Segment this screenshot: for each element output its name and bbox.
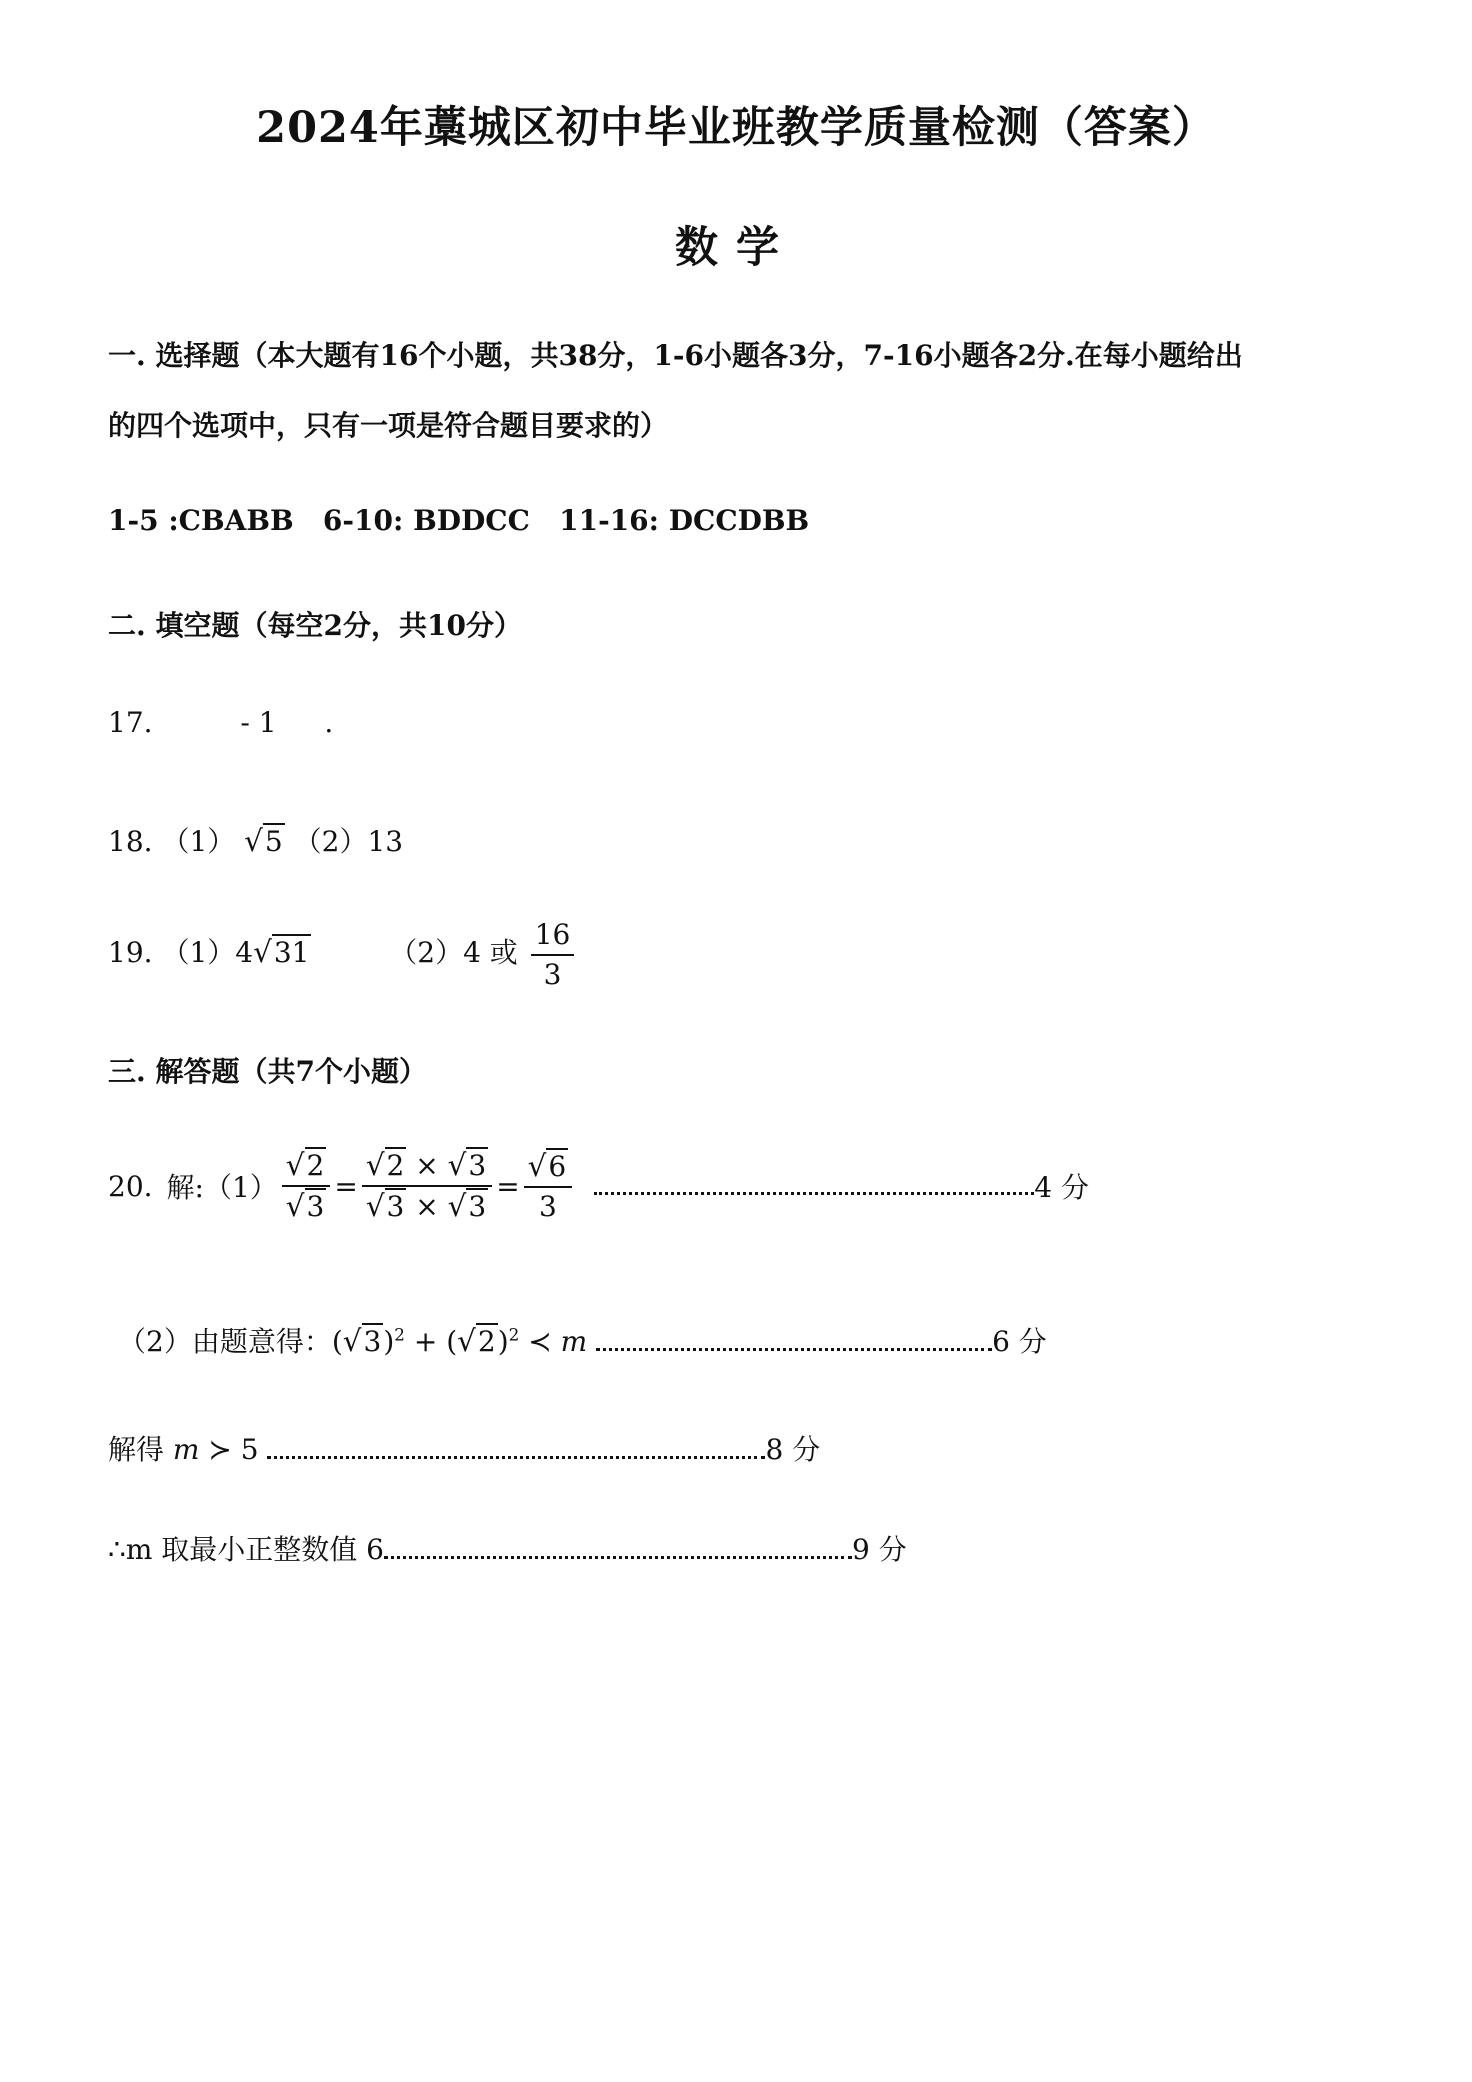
q19-part1-label: （1）4 <box>161 936 254 970</box>
q18-sqrt: √5 <box>244 824 283 858</box>
q18 <box>108 820 403 860</box>
q20-score-1: 4 分 <box>1034 1171 1089 1205</box>
page-title: 2024年藁城区初中毕业班教学质量检测（答案） <box>256 103 1216 153</box>
q17 <box>108 706 333 739</box>
q20-solution-label: 解:（1） <box>166 1171 278 1205</box>
q19 <box>108 918 578 991</box>
leader-dots <box>596 1333 992 1351</box>
choice-answers: 1-5 :CBABB 6-10: BDDCC 11-16: DCCDBB <box>108 504 810 537</box>
q20-score-2: 6 分 <box>992 1325 1047 1358</box>
q18-number: 18. <box>108 825 153 858</box>
q17-answer: - 1 <box>240 706 277 739</box>
q20-line4-text: ∴m 取最小正整数值 6 <box>108 1533 384 1566</box>
q20-score-4: 9 分 <box>851 1533 907 1566</box>
q20-fraction-3: $\frac{√6}{3}$ <box>524 1149 573 1224</box>
subject-title: 数学 <box>675 223 797 273</box>
section2-heading: 二. 填空题（每空2分，共10分） <box>108 609 522 642</box>
q20-part1: 20. 解:（1） $\frac{√2}{√3}$ = $\frac{√2 \times √3}{√3 \times √3}$ = $\frac{√6}{3}$ 4 分 <box>108 1148 1089 1224</box>
q20-fraction-1: $\frac{√2}{√3}$ <box>282 1148 331 1225</box>
q20-part2: （2）由题意得：$(√3)^2 + (√2)^2$ ≺ m 6 分 <box>118 1324 1047 1358</box>
leader-dots <box>267 1441 765 1459</box>
q17-number: 17. <box>108 706 153 739</box>
q20-line3: 解得 m ≻ 5 8 分 <box>108 1433 821 1466</box>
q18-part2: （2）13 <box>293 825 404 858</box>
q20-score-3: 8 分 <box>765 1433 821 1466</box>
q18-part1-label: （1） <box>161 825 236 858</box>
q20-part2-label: （2）由题意得： <box>118 1325 332 1358</box>
q19-sqrt: √31 <box>253 935 310 970</box>
q17-tail: . <box>324 706 334 739</box>
q20-number: 20. <box>108 1169 153 1203</box>
q19-part2: （2）4 或 <box>389 936 518 970</box>
leader-dots <box>384 1541 852 1559</box>
q19-number: 19. <box>108 936 153 970</box>
q20-line3-label: 解得 <box>108 1433 165 1466</box>
section3-heading: 三. 解答题（共7个小题） <box>108 1055 427 1088</box>
q20-line4 <box>108 1528 907 1568</box>
q20-fraction-2: $\frac{√2 \times √3}{√3 \times √3}$ <box>362 1148 492 1225</box>
section1-heading-line2: 的四个选项中，只有一项是符合题目要求的） <box>108 409 669 442</box>
section1-heading-line1: 一. 选择题（本大题有16个小题，共38分，1-6小题各3分，7-16小题各2分.在每小题给出 <box>108 339 1243 372</box>
leader-dots <box>594 1177 1034 1195</box>
q19-fraction: $\frac{16}{3}$ <box>531 918 575 991</box>
